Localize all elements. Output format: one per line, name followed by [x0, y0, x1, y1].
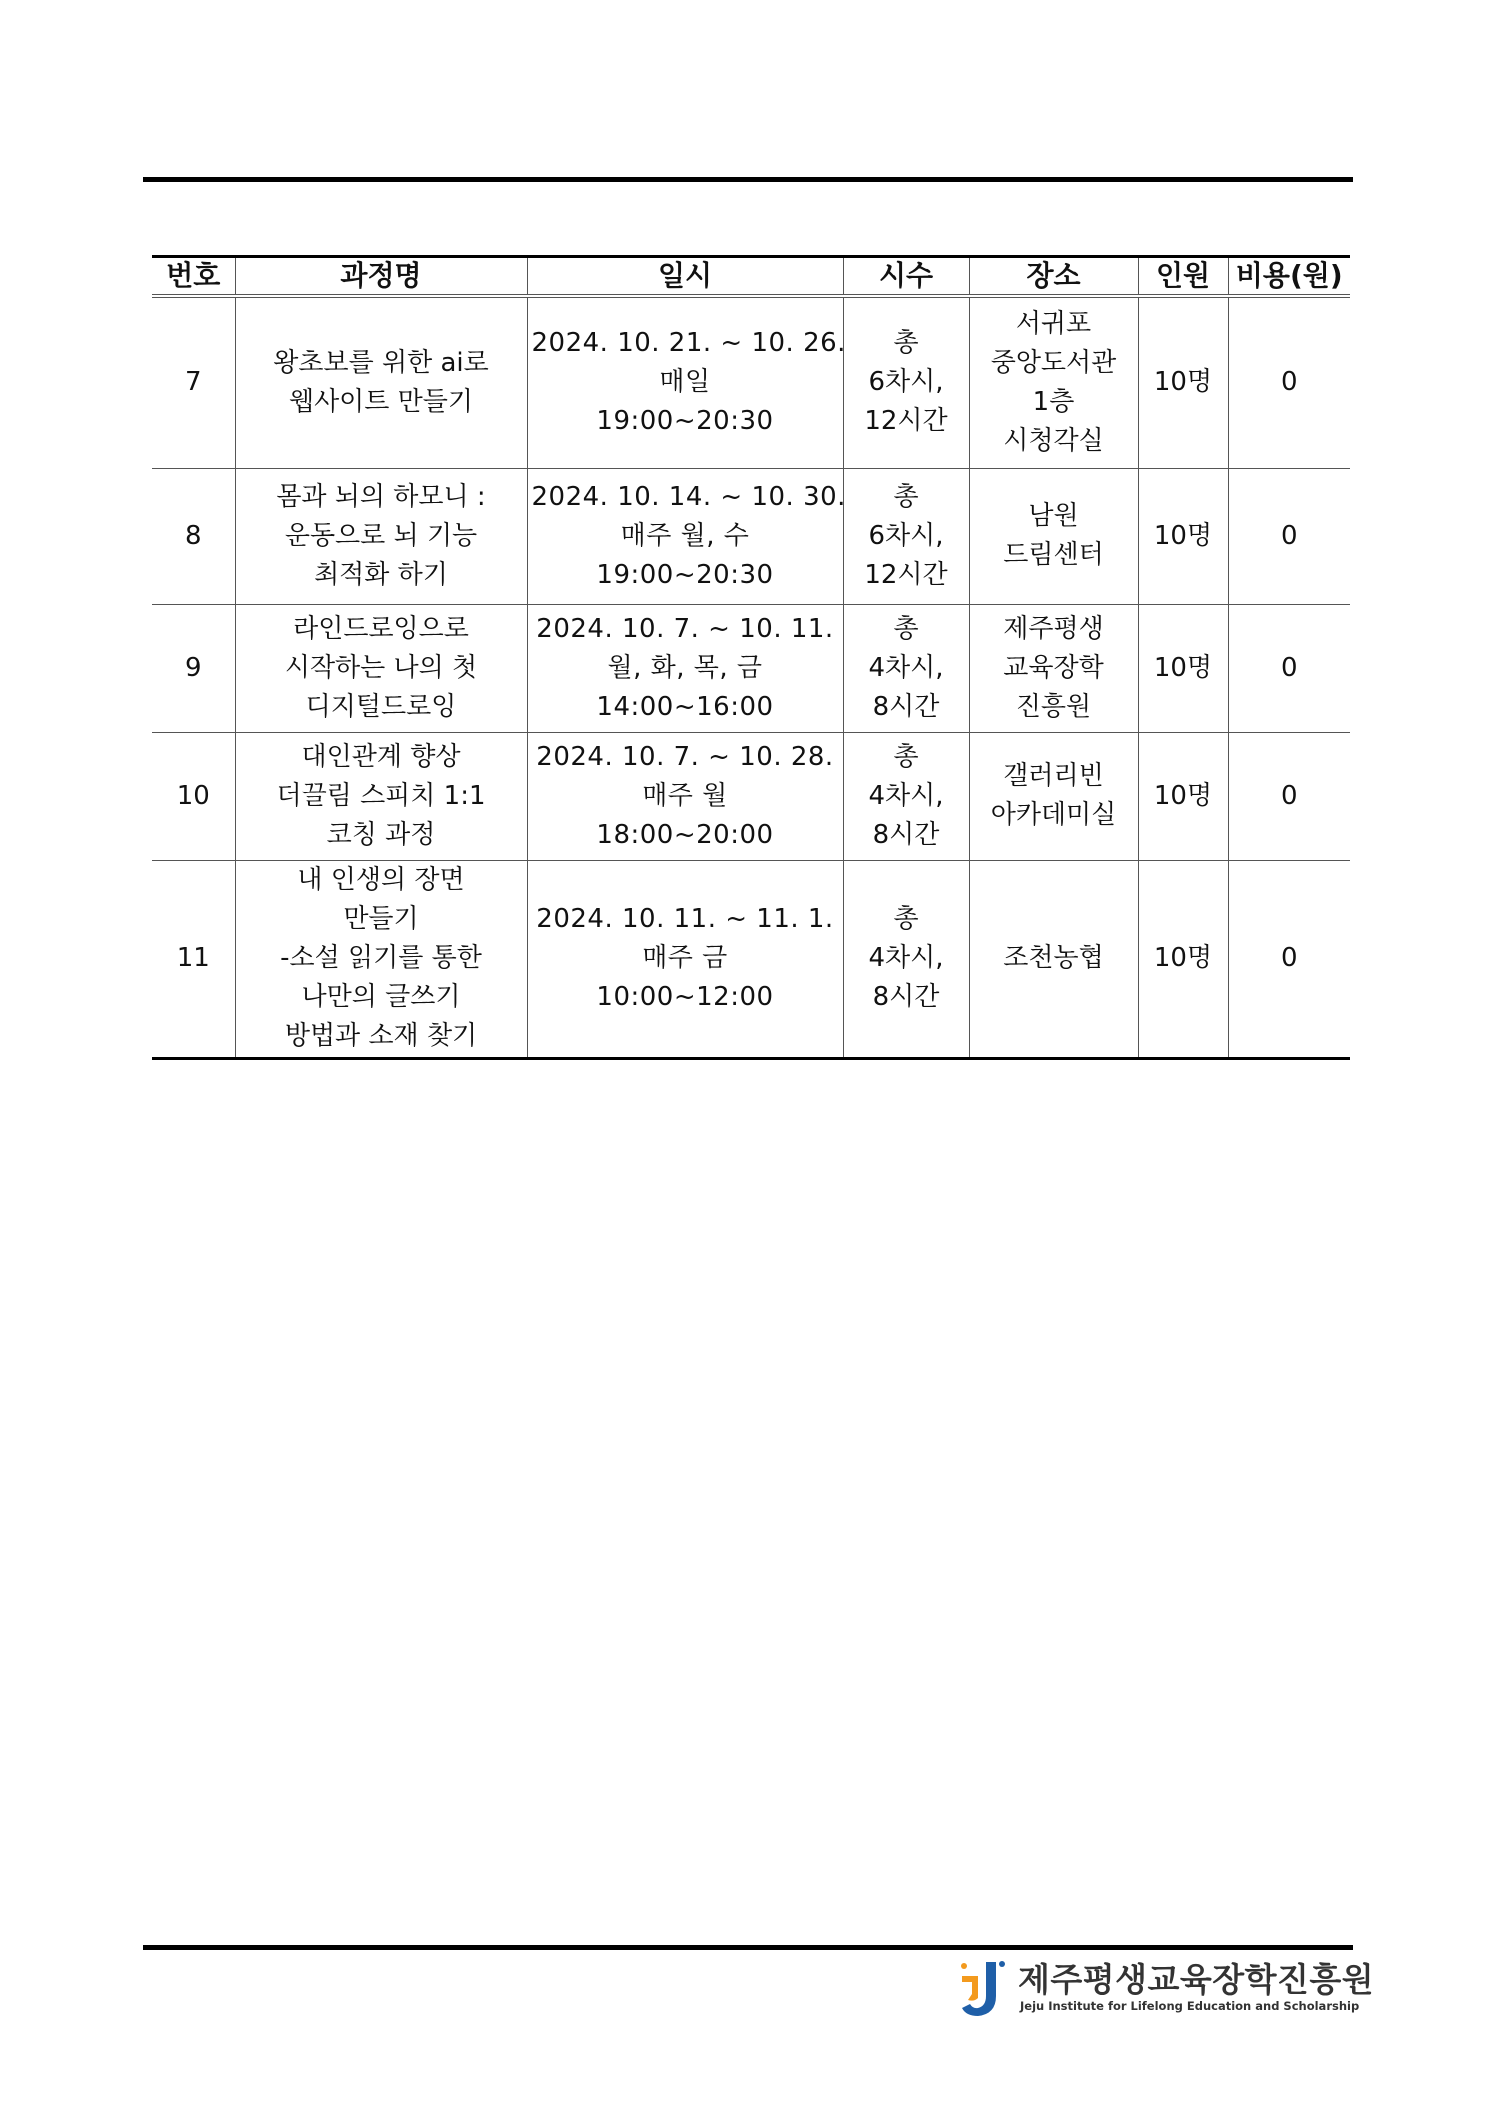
table-row: [152, 604, 1350, 732]
cell-place: [969, 732, 1138, 860]
cell-no: 7: [152, 296, 235, 468]
cell-course-line: 왕초보를 위한 ai로: [273, 347, 489, 378]
cell-schedule-line: 2024. 10. 14. ~ 10. 30.: [531, 481, 846, 512]
cell-place-line: 1층: [1032, 386, 1075, 417]
jeju-institute-logo-icon: [956, 1956, 1008, 2020]
cell-no: 11: [152, 860, 235, 1058]
cell-course-line: 웹사이트 만들기: [288, 386, 474, 417]
table-header-row: [152, 257, 1350, 297]
cell-hours-line: 12시간: [864, 406, 948, 437]
cell-schedule-line: 매주 월: [642, 780, 728, 811]
cell-course-line: 더끌림 스피치 1:1: [276, 780, 486, 811]
header-fee: 비용(원): [1228, 257, 1350, 297]
cell-course-line: -소설 읽기를 통한: [280, 943, 482, 973]
cell-schedule-line: 매주 금: [642, 943, 728, 973]
cell-course-line: 시작하는 나의 첫: [284, 652, 478, 683]
cell-course: [235, 296, 527, 468]
cell-fee: 0: [1228, 296, 1350, 468]
cell-hours-line: 8시간: [872, 819, 940, 850]
cell-hours-line: 6차시,: [868, 520, 944, 551]
footer-logo: [956, 1954, 1375, 2024]
cell-course-line: 운동으로 뇌 기능: [284, 520, 478, 551]
org-name: 제주평생교육장학진흥원: [1018, 1960, 1375, 1999]
cell-hours: [843, 604, 969, 732]
header-course: 과정명: [235, 257, 527, 297]
cell-place-line: 진흥원: [1015, 691, 1092, 722]
cell-fee: 0: [1228, 468, 1350, 604]
cell-hours: [843, 468, 969, 604]
cell-schedule-line: 2024. 10. 11. ~ 11. 1.: [536, 904, 834, 934]
cell-hours-line: 12시간: [864, 559, 948, 590]
header-hours: 시수: [843, 257, 969, 297]
cell-hours: [843, 296, 969, 468]
cell-course: [235, 604, 527, 732]
header-capacity: 인원: [1138, 257, 1228, 297]
header-schedule: 일시: [527, 257, 843, 297]
cell-course-line: 디지털드로잉: [305, 691, 457, 722]
cell-course-line: 라인드로잉으로: [293, 613, 469, 644]
cell-schedule-line: 월, 화, 목, 금: [607, 652, 763, 683]
course-table: [152, 255, 1350, 1060]
cell-course: [235, 732, 527, 860]
cell-place-line: 조천농협: [1003, 943, 1104, 973]
cell-hours-line: 총: [893, 481, 919, 512]
cell-schedule-line: 19:00~20:30: [596, 406, 774, 437]
cell-hours-line: 총: [893, 613, 919, 644]
cell-place: [969, 604, 1138, 732]
cell-place-line: 교육장학: [1003, 652, 1104, 683]
cell-capacity: 10명: [1138, 860, 1228, 1058]
cell-course-line: 몸과 뇌의 하모니 :: [276, 481, 486, 512]
cell-place-line: 갤러리빈: [1003, 761, 1104, 791]
cell-hours-line: 8시간: [872, 982, 940, 1012]
cell-hours-line: 4차시,: [868, 652, 944, 683]
bottom-rule: [143, 1945, 1353, 1950]
cell-hours-line: 4차시,: [868, 780, 944, 811]
cell-schedule: [527, 468, 846, 604]
cell-capacity: 10명: [1138, 604, 1228, 732]
cell-hours: [843, 732, 969, 860]
cell-no: 10: [152, 732, 235, 860]
cell-place-line: 중앙도서관: [990, 347, 1117, 378]
cell-place-line: 드림센터: [1003, 540, 1104, 570]
cell-place-line: 제주평생: [1003, 613, 1104, 644]
cell-hours: [843, 860, 969, 1058]
cell-place: [969, 296, 1138, 468]
cell-course-line: 만들기: [343, 904, 419, 934]
cell-hours-line: 8시간: [872, 691, 940, 722]
cell-hours-line: 4차시,: [868, 943, 944, 973]
table-row: [152, 732, 1350, 860]
header-no: 번호: [152, 257, 235, 297]
cell-course-line: 대인관계 향상: [301, 741, 461, 772]
cell-place-line: 서귀포: [1015, 308, 1092, 339]
cell-course: [235, 860, 527, 1058]
cell-place: [969, 860, 1138, 1058]
cell-place-line: 시청각실: [1003, 425, 1104, 456]
cell-schedule-line: 2024. 10. 7. ~ 10. 11.: [536, 613, 834, 644]
cell-fee: 0: [1228, 604, 1350, 732]
cell-schedule-line: 매일: [659, 367, 711, 398]
cell-schedule: [527, 732, 843, 860]
cell-course-line: 나만의 글쓰기: [301, 982, 461, 1012]
cell-schedule-line: 매주 월, 수: [620, 520, 750, 551]
cell-fee: 0: [1228, 860, 1350, 1058]
cell-schedule-line: 2024. 10. 7. ~ 10. 28.: [536, 741, 834, 772]
top-rule: [143, 177, 1353, 182]
cell-hours-line: 총: [893, 328, 919, 359]
cell-place: [969, 468, 1138, 604]
table-row: [152, 860, 1350, 1058]
cell-schedule-line: 14:00~16:00: [596, 691, 774, 722]
cell-schedule: [527, 860, 843, 1058]
cell-place-line: 남원: [1028, 501, 1079, 531]
cell-fee: 0: [1228, 732, 1350, 860]
cell-course-line: 최적화 하기: [314, 559, 448, 590]
cell-capacity: 10명: [1138, 732, 1228, 860]
cell-course-line: 내 인생의 장면: [297, 865, 465, 895]
cell-place-line: 아카데미실: [990, 800, 1117, 830]
table-row: [152, 468, 1350, 604]
cell-schedule-line: 10:00~12:00: [596, 982, 774, 1012]
cell-no: 8: [152, 468, 235, 604]
org-name-en: Jeju Institute for Lifelong Education and Scholarship: [1020, 1999, 1360, 2013]
cell-schedule-line: 19:00~20:30: [596, 559, 774, 590]
cell-schedule: [527, 604, 843, 732]
cell-schedule-line: 18:00~20:00: [596, 819, 774, 850]
cell-course-line: 방법과 소재 찾기: [284, 1021, 478, 1051]
cell-course: [235, 468, 527, 604]
cell-capacity: 10명: [1138, 296, 1228, 468]
cell-no: 9: [152, 604, 235, 732]
cell-course-line: 코칭 과정: [326, 819, 436, 850]
cell-schedule: [527, 296, 846, 468]
cell-hours-line: 총: [893, 741, 919, 772]
cell-hours-line: 6차시,: [868, 367, 944, 398]
cell-hours-line: 총: [893, 904, 919, 934]
table-row: [152, 296, 1350, 468]
cell-schedule-line: 2024. 10. 21. ~ 10. 26.: [531, 328, 846, 359]
header-place: 장소: [969, 257, 1138, 297]
cell-capacity: 10명: [1138, 468, 1228, 604]
